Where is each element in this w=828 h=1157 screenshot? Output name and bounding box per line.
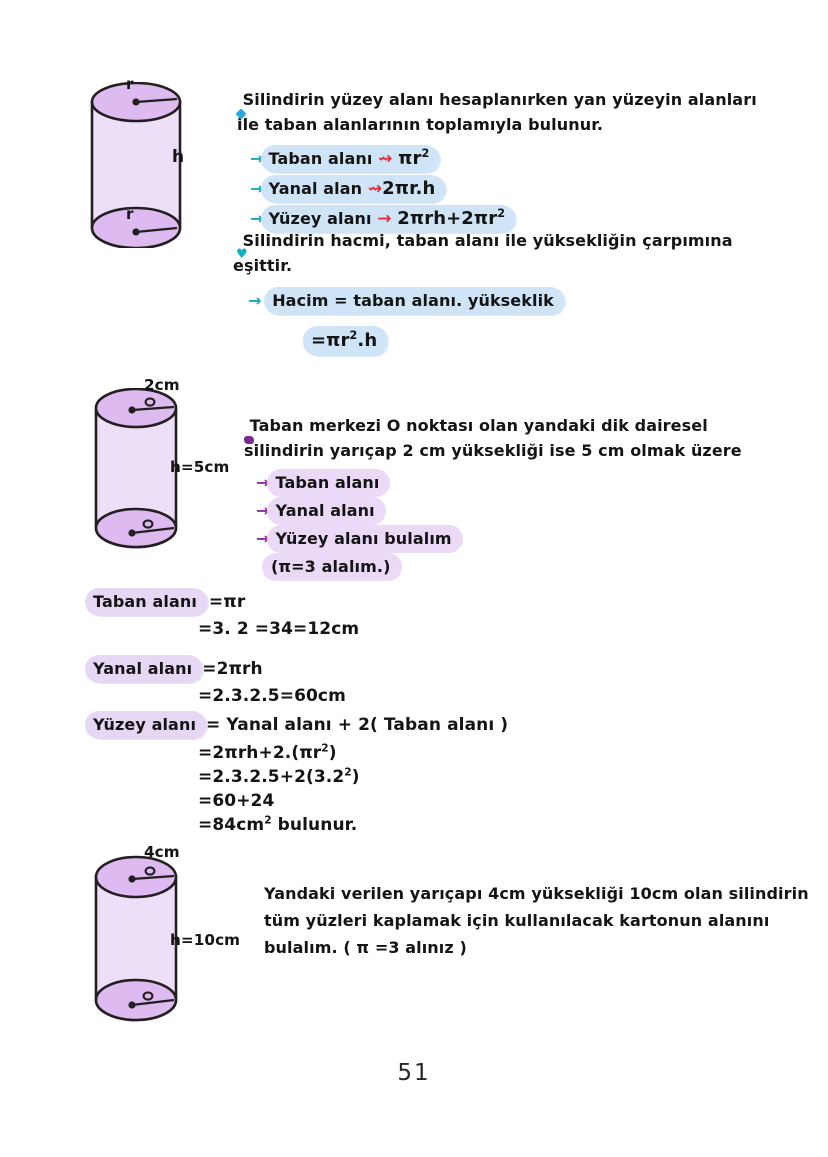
cylinder-diagram-generic	[88, 75, 185, 248]
cylinder-diagram-problem-1	[92, 376, 230, 550]
solution-taban-alani-step-1: =3. 2 =34=12cm	[198, 619, 360, 639]
problem-1-line-2: silindirin yarıçap 2 cm yüksekliği ise 5 cm olmak üzere	[244, 441, 742, 460]
formula-row-taban-alani	[250, 144, 782, 174]
squiggle-arrow-icon: →	[377, 209, 392, 229]
surface-area-line-1: Silindirin yüzey alanı hesaplanırken yan yüzeyin alanları	[242, 90, 757, 109]
arrow-right-icon: →	[256, 529, 270, 548]
solution-head-yuzey-alani: = Yanal alanı + 2( Taban alanı )	[206, 715, 509, 735]
arrow-right-icon: →	[248, 291, 262, 310]
problem-1-item-1	[256, 469, 788, 497]
squiggle-arrow-icon: ⇝	[367, 179, 383, 199]
arrow-right-icon: →	[250, 209, 264, 228]
problem-1-statement	[228, 414, 788, 581]
surface-area-line-2: ile taban alanlarının toplamıyla bulunur.	[237, 115, 604, 134]
arrow-right-icon: →	[256, 501, 270, 520]
problem-2-line-2: tüm yüzleri kaplamak için kullanılacak kartonun alanını	[264, 911, 770, 930]
cylinder-diagram-problem-2	[92, 843, 241, 1023]
solution-yuzey-step-4: $=84cm^2$ bulunur.	[198, 814, 358, 835]
solution-head-yanal-alani: =2πrh	[202, 659, 263, 679]
problem-1-item-3-label: Yüzey alanı bulalım	[270, 528, 460, 550]
volume-line-2: eşittir.	[233, 256, 293, 275]
height-label: h=5cm	[170, 458, 230, 476]
solution-label-taban-alani: Taban alanı	[88, 591, 204, 613]
squiggle-arrow-icon: ⇝	[378, 149, 393, 169]
formula-row-yanal-alan	[250, 174, 782, 204]
page-number: 51	[397, 1060, 431, 1086]
problem-1-item-2	[256, 497, 788, 525]
solution-yuzey-alani	[88, 715, 508, 837]
problem-2-line-1: Yandaki verilen yarıçapı 4cm yüksekliği 10cm olan silindirin	[264, 884, 809, 903]
arrow-right-icon: →	[256, 473, 270, 492]
solution-yuzey-step-1: $=2\pi rh+2.(\pi r^2)$	[198, 742, 337, 763]
formula-expr-3: $2\pi rh+2\pi r^2$	[397, 207, 506, 229]
formula-label-1: Taban alanı	[268, 149, 373, 168]
problem-1-line-1: Taban merkezi O noktası olan yandaki dik dairesel	[249, 416, 708, 435]
volume-line-1: Silindirin hacmi, taban alanı ile yüksekliğin çarpımına	[242, 231, 733, 250]
surface-area-explanation	[222, 88, 782, 234]
volume-formula-row	[248, 286, 782, 316]
formula-expr-1: $\pi r^2$	[398, 147, 430, 169]
volume-formula-result: $=\pi r^2.h$	[248, 326, 782, 356]
arrow-right-icon: →	[250, 149, 264, 168]
problem-2-statement	[264, 880, 809, 961]
solution-taban-alani	[88, 592, 359, 639]
solution-yuzey-step-3: =60+24	[198, 791, 275, 811]
top-diameter-label: 2cm	[144, 376, 180, 394]
radius-label-top: r	[126, 75, 134, 93]
volume-formula-text: Hacim = taban alanı. yükseklik	[267, 290, 561, 312]
solution-label-yuzey-alani: Yüzey alanı	[88, 714, 203, 736]
solution-yanal-alani	[88, 659, 346, 706]
solution-label-yanal-alani: Yanal alanı	[88, 658, 199, 680]
height-label: h	[172, 147, 185, 167]
formula-label-3: Yüzey alanı	[268, 209, 372, 228]
solution-head-taban-alani: =πr	[208, 592, 246, 612]
top-diameter-label: 4cm	[144, 843, 180, 861]
solution-yanal-alani-step-1: =2.3.2.5=60cm	[198, 686, 346, 706]
formula-expr-2: 2πr.h	[382, 178, 436, 199]
formula-label-2: Yanal alan	[268, 179, 363, 198]
volume-explanation	[222, 229, 782, 356]
problem-1-note: (π=3 alalım.)	[256, 553, 788, 581]
radius-label-bottom: r	[126, 205, 134, 223]
height-label: h=10cm	[170, 931, 241, 949]
arrow-right-icon: →	[250, 179, 264, 198]
problem-1-item-3	[256, 525, 788, 553]
problem-1-item-2-label: Yanal alanı	[270, 500, 383, 522]
solution-yuzey-step-2: $=2.3.2.5+2(3.2^2)$	[198, 766, 360, 787]
problem-2-line-3: bulalım. ( π =3 alınız )	[264, 938, 467, 957]
problem-1-item-1-label: Taban alanı	[270, 472, 388, 494]
